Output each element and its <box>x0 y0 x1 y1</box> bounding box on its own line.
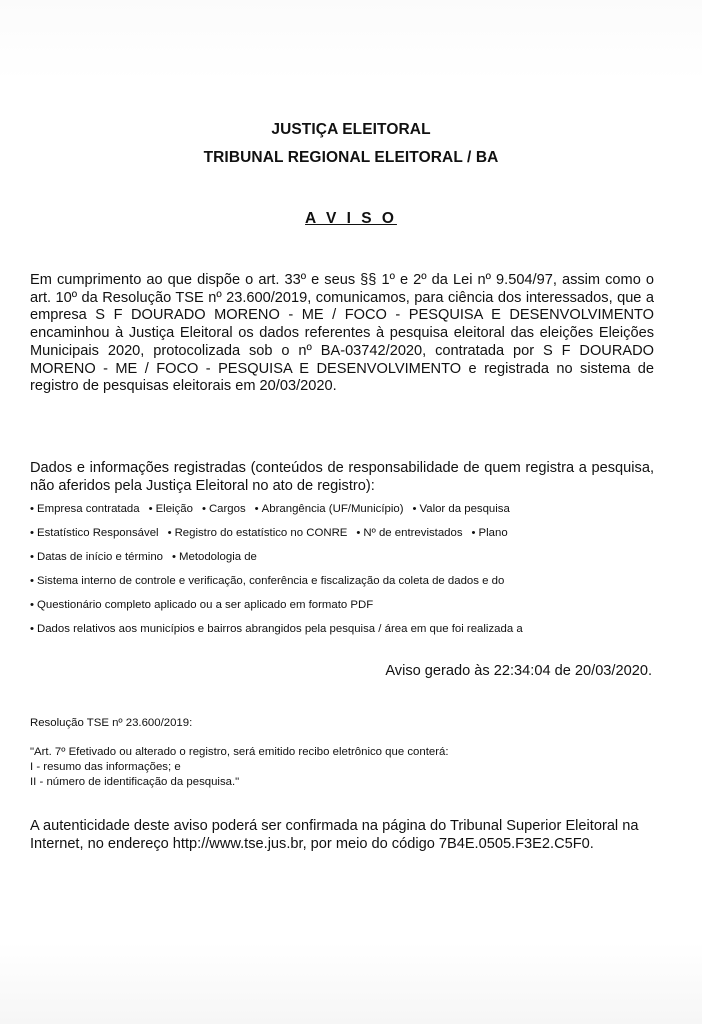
resolution-quote <box>30 745 449 789</box>
bullet-item <box>30 575 504 587</box>
bullet-icon: • <box>471 527 476 539</box>
authenticity-paragraph: A autenticidade deste aviso poderá ser confirmada na página do Tribunal Superior Eleitoral na Internet, no endereço http://www.tse.jus.br, por meio do código 7B4E.0505.F3E2.C5F0. <box>30 818 639 852</box>
bullet-icon: • <box>356 527 361 539</box>
bullet-label: Sistema interno de controle e verificação, conferência e fiscalização da coleta de dados e do <box>37 575 505 587</box>
bullet-icon: • <box>30 575 34 587</box>
bullet-icon: • <box>30 551 34 563</box>
bullet-item <box>30 599 373 611</box>
bullet-row <box>30 623 532 635</box>
bullet-label: Nº de entrevistados <box>363 527 463 539</box>
bullet-item <box>255 503 404 515</box>
bullet-label: Abrangência (UF/Município) <box>261 503 404 515</box>
bullet-icon: • <box>30 599 34 611</box>
bullet-item <box>30 623 523 635</box>
bullet-row <box>30 551 266 563</box>
quote-line: "Art. 7º Efetivado ou alterado o registro, será emitido recibo eletrônico que conterá: <box>30 746 449 758</box>
bullet-item <box>472 527 508 539</box>
bullet-icon: • <box>201 503 206 515</box>
bullet-icon: • <box>172 551 176 563</box>
bullet-icon: • <box>412 503 417 515</box>
bullet-label: Estatístico Responsável <box>37 527 159 539</box>
bullet-icon: • <box>148 503 153 515</box>
generated-timestamp: Aviso gerado às 22:34:04 de 20/03/2020. <box>385 663 652 679</box>
bullet-icon: • <box>30 527 34 539</box>
bullet-item <box>356 527 462 539</box>
bullet-item <box>30 527 159 539</box>
registered-data-paragraph: Dados e informações registradas (conteúdos de responsabilidade de quem registra a pesquisa, não aferidos pela Justiça Eleitoral no ato de registro): <box>30 460 654 494</box>
intro-paragraph: Em cumprimento ao que dispõe o art. 33º e seus §§ 1º e 2º da Lei nº 9.504/97, assim como o art. 10º da Resolução TSE nº 23.600/2019, comunicamos, para ciência dos interessados, que a empresa S F DOURADO MORENO - ME / FOCO - PESQUISA E DESENVOLVIMENTO encaminhou à Justiça Eleitoral os dados referentes à pesquisa eleitoral das eleições Eleições Municipais 2020, protocolizada sob o nº BA-03742/2020, contratada por S F DOURADO MORENO - ME / FOCO - PESQUISA E DESENVOLVIMENTO e registrada no sistema de registro de pesquisas eleitorais em 20/03/2020. <box>30 272 654 395</box>
bullet-row <box>30 599 382 611</box>
header-tribunal-name: TRIBUNAL REGIONAL ELEITORAL / BA <box>203 149 499 166</box>
bullet-icon: • <box>30 503 34 515</box>
bullet-item <box>202 503 246 515</box>
bullet-icon: • <box>167 527 172 539</box>
bullet-label: Eleição <box>155 503 193 515</box>
bullet-item <box>172 551 257 563</box>
quote-line: II - número de identificação da pesquisa." <box>30 775 240 788</box>
bullet-label: Questionário completo aplicado ou a ser aplicado em formato PDF <box>37 599 374 611</box>
bullet-item <box>30 551 163 563</box>
bullet-item <box>412 503 509 515</box>
bullet-icon: • <box>30 623 34 635</box>
bullet-icon: • <box>254 503 259 515</box>
bullet-row <box>30 527 517 539</box>
bullet-row <box>30 503 519 515</box>
bullet-item <box>149 503 193 515</box>
bullet-label: Registro do estatístico no CONRE <box>174 527 348 539</box>
bullet-label: Plano <box>478 527 508 539</box>
bullet-label: Empresa contratada <box>37 503 140 515</box>
bullet-label: Metodologia de <box>179 551 257 563</box>
bullet-item <box>30 503 140 515</box>
resolution-title: Resolução TSE nº 23.600/2019: <box>30 717 193 729</box>
bullet-item <box>168 527 348 539</box>
bullet-label: Dados relativos aos municípios e bairros abrangidos pela pesquisa / área em que foi realizada a <box>37 623 523 635</box>
quote-line: I - resumo das informações; e <box>30 760 181 773</box>
header-court-name: JUSTIÇA ELEITORAL <box>271 121 431 138</box>
bullet-row <box>30 575 513 587</box>
bullet-label: Cargos <box>208 503 246 515</box>
notice-title: A V I S O <box>305 210 397 227</box>
bullet-label: Datas de início e término <box>37 551 163 563</box>
bullet-label: Valor da pesquisa <box>419 503 510 515</box>
